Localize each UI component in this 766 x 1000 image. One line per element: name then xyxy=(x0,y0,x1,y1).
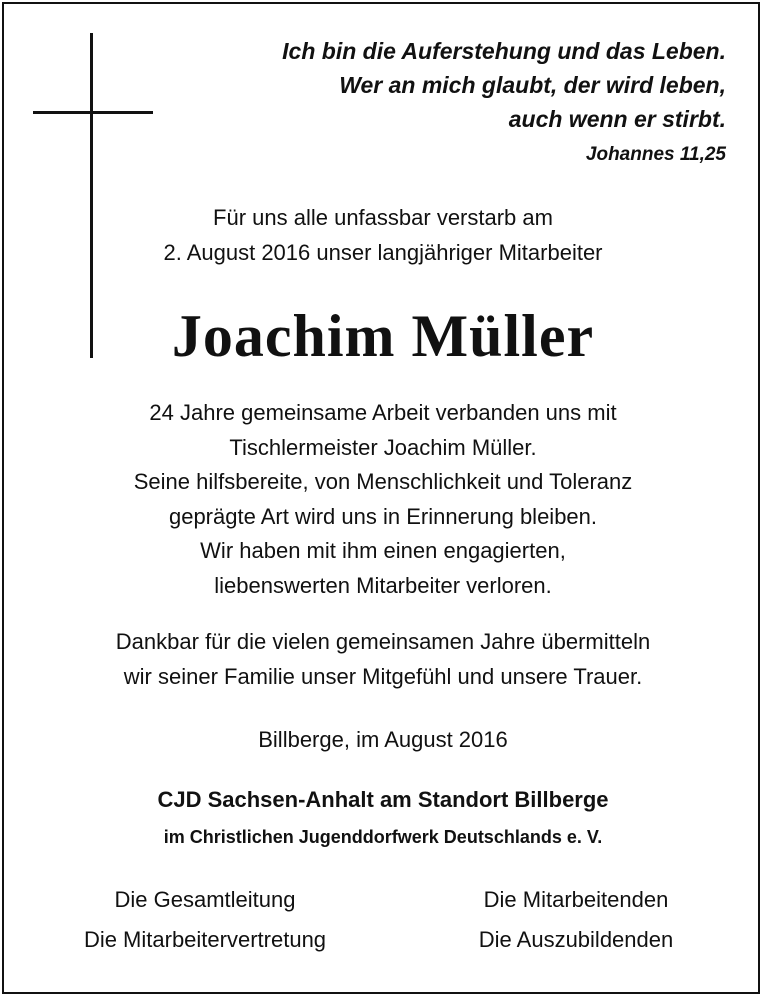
signatory: Die Mitarbeitenden xyxy=(483,887,669,912)
tribute-line: Wir haben mit ihm einen engagierten, xyxy=(200,538,566,563)
tribute-text xyxy=(20,396,746,603)
verse-line: Wer an mich glaubt, der wird leben, xyxy=(339,72,726,98)
death-announcement xyxy=(20,200,746,270)
deceased-name: Joachim Müller xyxy=(171,303,595,369)
tribute-line: 24 Jahre gemeinsame Arbeit verbanden uns mit xyxy=(149,400,617,425)
signatory: Die Gesamtleitung xyxy=(114,887,296,912)
verse-line: Ich bin die Auferstehung und das Leben. xyxy=(282,38,726,64)
signatories-right xyxy=(386,880,766,960)
tribute-line: liebenswerten Mitarbeiter verloren. xyxy=(214,572,552,598)
signatory: Die Auszubildenden xyxy=(478,927,674,952)
organization-subtitle: im Christlichen Jugenddorfwerk Deutschlands e. V. xyxy=(163,827,603,847)
intro-line: Für uns alle unfassbar verstarb am xyxy=(213,205,553,230)
tribute-line: Tischlermeister Joachim Müller. xyxy=(229,434,537,460)
verse-reference: Johannes 11,25 xyxy=(585,144,726,165)
place-date: Billberge, im August 2016 xyxy=(258,727,508,752)
thanks-line: wir seiner Familie unser Mitgefühl und unsere Trauer. xyxy=(123,664,643,689)
tribute-line: Seine hilfsbereite, von Menschlichkeit und Toleranz xyxy=(133,469,633,494)
organization-name: CJD Sachsen-Anhalt am Standort Billberge xyxy=(157,787,609,812)
tribute-line: geprägte Art wird uns in Erinnerung bleiben. xyxy=(168,503,598,529)
signatory: Die Mitarbeitervertretung xyxy=(83,927,327,952)
thanks-text xyxy=(20,624,746,694)
verse-line: auch wenn er stirbt. xyxy=(508,106,726,132)
intro-line: 2. August 2016 unser langjähriger Mitarbeiter xyxy=(163,240,603,265)
signatories-left xyxy=(0,880,410,960)
thanks-line: Dankbar für die vielen gemeinsamen Jahre übermitteln xyxy=(115,629,651,654)
bible-verse xyxy=(126,34,726,136)
